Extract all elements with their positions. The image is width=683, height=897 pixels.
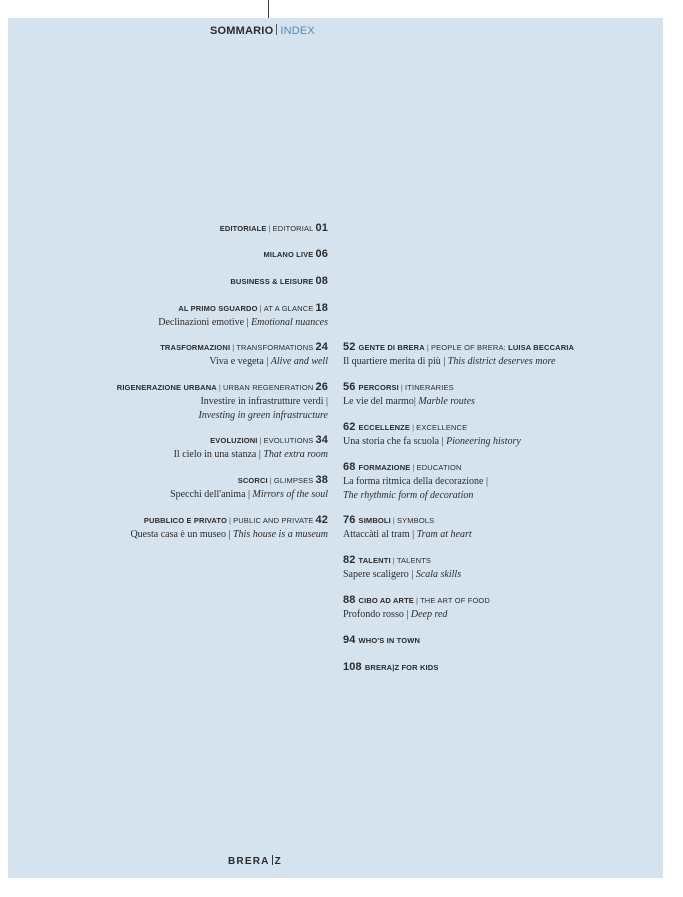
section-name: GENTE DI BRERA bbox=[358, 343, 425, 352]
article-title-en: Emotional nuances bbox=[251, 317, 328, 328]
article-title-en: That extra room bbox=[263, 449, 328, 460]
toc-entry-scorci[interactable]: SCORCI | GLIMPSES 38 Specchi dell'anima | Mirrors of the soul bbox=[170, 474, 328, 500]
toc-entry-rigenerazione-urbana[interactable]: RIGENERAZIONE URBANA | URBAN REGENERATION 26 Investire in infrastrutture verdi | Investing in green infrastructure bbox=[116, 381, 328, 421]
logo-text-z: Z bbox=[274, 856, 282, 867]
toc-entry-brera-z-for-kids[interactable] bbox=[343, 660, 438, 675]
section-name: PUBBLICO E PRIVATO bbox=[143, 516, 227, 525]
section-name-en: THE ART OF FOOD bbox=[420, 596, 490, 605]
section-name-en: URBAN REGENERATION bbox=[222, 383, 314, 392]
article-title-en: Tram at heart bbox=[416, 529, 472, 540]
article-title: Il cielo in una stanza bbox=[173, 449, 257, 460]
page-number: 52 bbox=[343, 341, 356, 353]
section-name: BUSINESS & LEISURE bbox=[230, 277, 314, 286]
article-title: Sapere scaligero bbox=[343, 569, 409, 580]
article-title: Profondo rosso bbox=[343, 609, 404, 620]
toc-entry-simboli[interactable]: 76 SIMBOLI | SYMBOLS Attaccàti al tram | Tram at heart bbox=[343, 514, 472, 540]
page-number: 88 bbox=[343, 594, 356, 606]
separator: | bbox=[232, 343, 235, 352]
page-number: 01 bbox=[315, 222, 328, 234]
page-number: 34 bbox=[315, 434, 328, 446]
separator: | bbox=[259, 436, 262, 445]
toc-entry-al-primo-sguardo[interactable]: AL PRIMO SGUARDO | AT A GLANCE 18 Declinazioni emotive | Emotional nuances bbox=[158, 302, 328, 328]
article-title-en: Alive and well bbox=[270, 356, 328, 367]
page-number: 26 bbox=[315, 381, 328, 393]
article-title-en: This district deserves more bbox=[447, 356, 556, 367]
section-name-en: EDITORIAL bbox=[272, 224, 314, 233]
toc-entry-pubblico-e-privato[interactable]: PUBBLICO E PRIVATO | PUBLIC AND PRIVATE 42 Questa casa è un museo | This house is a museum bbox=[130, 514, 328, 540]
page-number: 18 bbox=[315, 302, 328, 314]
logo-text-brera: BRERA bbox=[228, 856, 270, 867]
section-name: TRASFORMAZIONI bbox=[160, 343, 231, 352]
separator: | bbox=[392, 556, 395, 565]
separator: | bbox=[412, 463, 415, 472]
article-title: Investire in infrastrutture verdi bbox=[200, 396, 324, 407]
section-name: SCORCI bbox=[237, 476, 268, 485]
page-header bbox=[210, 24, 315, 37]
article-title: Specchi dell'anima bbox=[170, 489, 246, 500]
article-title-en: Deep red bbox=[410, 609, 448, 620]
article-title-en: Pioneering history bbox=[446, 436, 521, 447]
toc-entry-business-leisure[interactable] bbox=[230, 274, 328, 289]
section-name-en: PEOPLE OF BRERA: bbox=[430, 343, 509, 352]
section-name: AL PRIMO SGUARDO bbox=[178, 304, 258, 313]
section-name-en: PUBLIC AND PRIVATE bbox=[233, 516, 314, 525]
toc-entry-editoriale[interactable] bbox=[220, 221, 328, 236]
section-name-en: EXCELLENCE bbox=[416, 423, 468, 432]
toc-entry-percorsi[interactable]: 56 PERCORSI | ITINERARIES Le vie del marmo| Marble routes bbox=[343, 381, 475, 407]
toc-entry-talenti[interactable]: 82 TALENTI | TALENTS Sapere scaligero | Scala skills bbox=[343, 554, 462, 580]
section-name: TALENTI bbox=[358, 556, 391, 565]
article-title-en: Investing in green infrastructure bbox=[198, 409, 328, 421]
section-name-en: AT A GLANCE bbox=[263, 304, 314, 313]
section-name: EVOLUZIONI bbox=[210, 436, 258, 445]
section-name: WHO'S IN TOWN bbox=[358, 636, 421, 645]
section-name-en: TALENTS bbox=[396, 556, 432, 565]
toc-entry-gente-di-brera[interactable]: 52 GENTE DI BRERA | PEOPLE OF BRERA: LUISA BECCARIA Il quartiere merita di più | This district deserves more bbox=[343, 341, 575, 367]
page-number: 24 bbox=[315, 341, 328, 353]
header-title-it: SOMMARIO bbox=[210, 25, 274, 37]
toc-entry-cibo-ad-arte[interactable]: 88 CIBO AD ARTE | THE ART OF FOOD Profondo rosso | Deep red bbox=[343, 594, 490, 620]
article-title: Attaccàti al tram bbox=[343, 529, 410, 540]
separator: | bbox=[400, 383, 404, 392]
page-number: 76 bbox=[343, 514, 356, 526]
separator: | bbox=[426, 343, 429, 352]
article-title-en: The rhythmic form of decoration bbox=[343, 489, 474, 501]
section-name: FORMAZIONE bbox=[358, 463, 411, 472]
section-name: ECCELLENZE bbox=[358, 423, 411, 432]
article-title-en: This house is a museum bbox=[232, 529, 328, 540]
separator: | bbox=[412, 423, 415, 432]
header-title-en: INDEX bbox=[280, 25, 315, 37]
page-number: 68 bbox=[343, 461, 356, 473]
toc-entry-milano-live[interactable] bbox=[263, 247, 328, 262]
article-title-en: Marble routes bbox=[418, 396, 475, 407]
toc-entry-trasformazioni[interactable]: TRASFORMAZIONI | TRANSFORMATIONS 24 Viva e vegeta | Alive and well bbox=[160, 341, 328, 367]
section-name-en: SYMBOLS bbox=[396, 516, 435, 525]
article-title-en: Mirrors of the soul bbox=[252, 489, 328, 500]
article-title: Le vie del marmo bbox=[343, 396, 414, 407]
page-number: 94 bbox=[343, 634, 356, 646]
article-title-en: Scala skills bbox=[415, 569, 462, 580]
section-name-en: ITINERARIES bbox=[405, 383, 454, 392]
article-title: Questa casa è un museo bbox=[130, 529, 226, 540]
page-number: 38 bbox=[315, 474, 328, 486]
footer-logo bbox=[228, 855, 282, 867]
section-name-en: TRANSFORMATIONS bbox=[236, 343, 314, 352]
header-separator bbox=[276, 24, 277, 35]
section-name: PERCORSI bbox=[358, 383, 399, 392]
separator: | bbox=[259, 304, 262, 313]
toc-entry-evoluzioni[interactable]: EVOLUZIONI | EVOLUTIONS 34 Il cielo in una stanza | That extra room bbox=[173, 434, 328, 460]
separator: | bbox=[268, 224, 271, 233]
section-name: MILANO LIVE bbox=[263, 250, 314, 259]
section-name: BRERA|Z FOR KIDS bbox=[364, 663, 439, 672]
article-title: Declinazioni emotive bbox=[158, 317, 245, 328]
logo-separator bbox=[272, 855, 273, 865]
page-number: 82 bbox=[343, 554, 356, 566]
page-number: 08 bbox=[315, 275, 328, 287]
page-number: 62 bbox=[343, 421, 356, 433]
section-name-en: EVOLUTIONS bbox=[263, 436, 314, 445]
toc-entry-eccellenze[interactable]: 62 ECCELLENZE | EXCELLENCE Una storia che fa scuola | Pioneering history bbox=[343, 421, 521, 447]
article-title: Il quartiere merita di più bbox=[343, 356, 441, 367]
section-name-en: EDUCATION bbox=[416, 463, 462, 472]
section-name: EDITORIALE bbox=[219, 224, 267, 233]
page-number: 42 bbox=[315, 514, 328, 526]
section-name: SIMBOLI bbox=[358, 516, 391, 525]
page-number: 06 bbox=[315, 248, 328, 260]
article-title: Viva e vegeta bbox=[209, 356, 264, 367]
featured-name: LUISA BECCARIA bbox=[508, 343, 575, 352]
page-number: 56 bbox=[343, 381, 356, 393]
separator: | bbox=[269, 476, 272, 485]
article-title: Una storia che fa scuola bbox=[343, 436, 440, 447]
separator: | bbox=[392, 516, 395, 525]
separator: | bbox=[228, 516, 232, 525]
separator: | bbox=[218, 383, 221, 392]
section-name: RIGENERAZIONE URBANA bbox=[116, 383, 217, 392]
toc-entry-formazione[interactable]: 68 FORMAZIONE | EDUCATION La forma ritmica della decorazione | The rhythmic form of decoration bbox=[343, 461, 488, 501]
page-number: 108 bbox=[343, 661, 362, 673]
section-name: CIBO AD ARTE bbox=[358, 596, 414, 605]
separator: | bbox=[415, 596, 419, 605]
crop-mark-line bbox=[268, 0, 269, 18]
article-title: La forma ritmica della decorazione bbox=[343, 476, 484, 487]
magazine-page bbox=[8, 18, 663, 878]
section-name-en: GLIMPSES bbox=[273, 476, 314, 485]
toc-entry-whos-in-town[interactable] bbox=[343, 633, 420, 648]
